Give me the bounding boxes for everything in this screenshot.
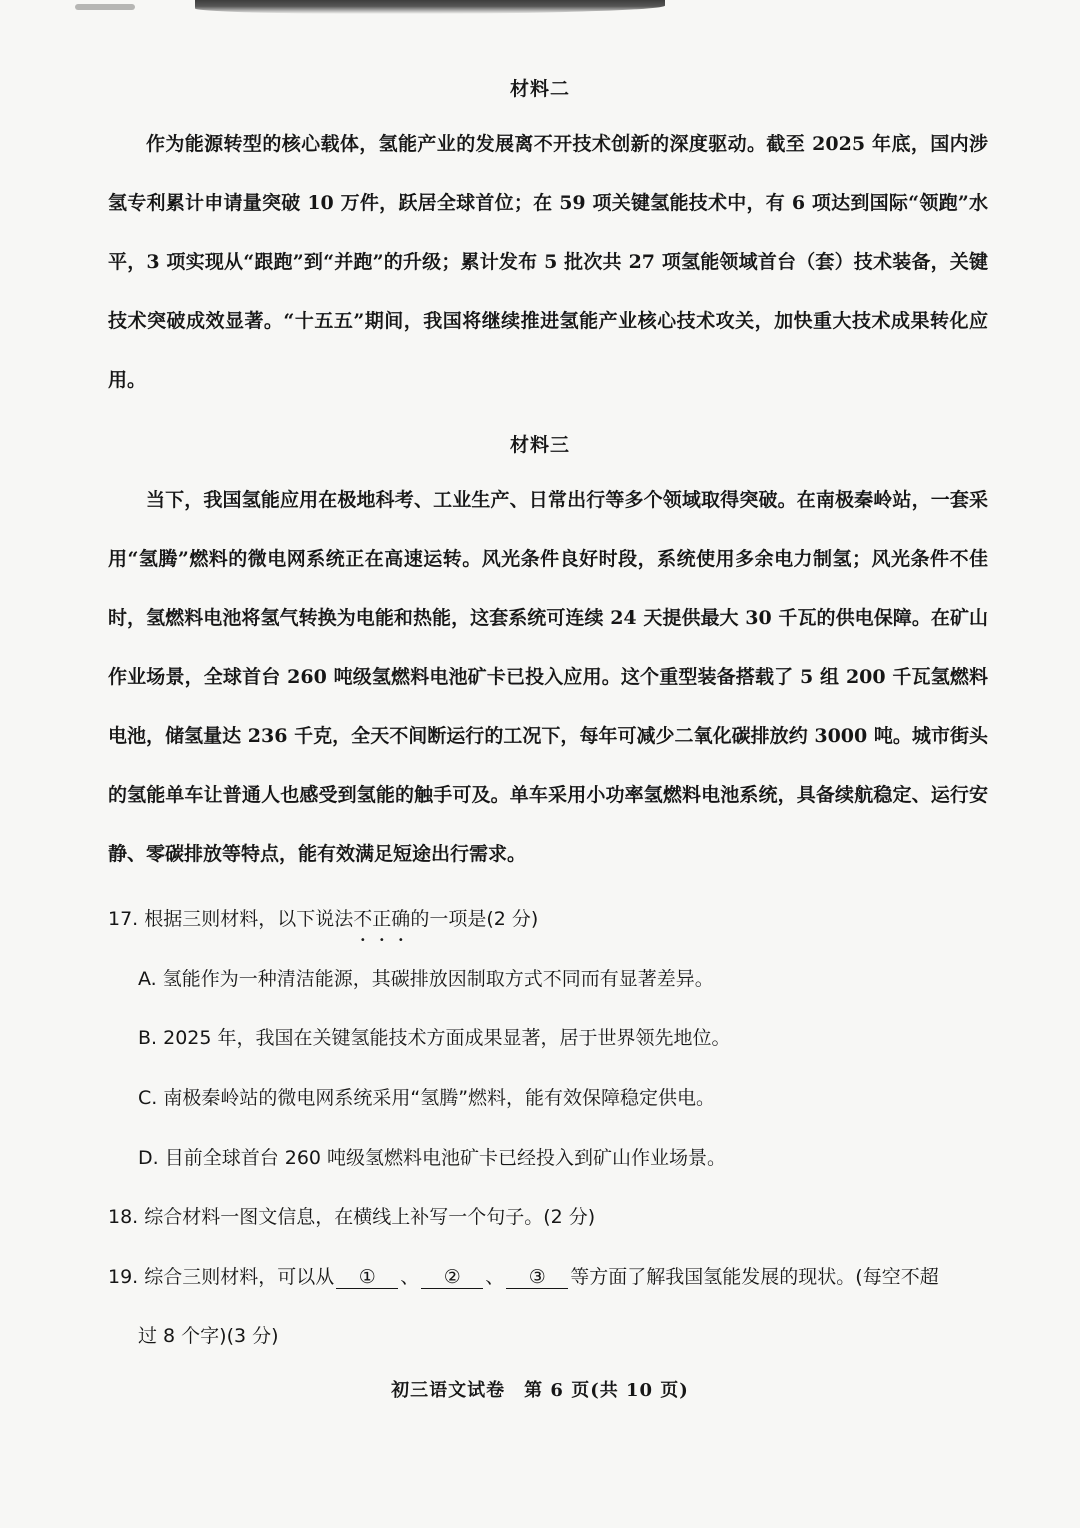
emphasis-char: 不 [353, 908, 373, 930]
option-c: C. 南极秦岭站的微电网系统采用“氢腾”燃料，能有效保障稳定供电。 [138, 1087, 716, 1109]
question-19-line2: 过 8 个字)(3 分) [138, 1325, 279, 1347]
separator: 、 [400, 1266, 420, 1288]
emphasis-char: 确 [391, 908, 411, 930]
option-d: D. 目前全球首台 260 吨级氢燃料电池矿卡已经投入到矿山作业场景。 [138, 1147, 727, 1169]
material3-paragraph: 当下，我国氢能应用在极地科考、工业生产、日常出行等多个领域取得突破。在南极秦岭站，一套采用“氢腾”燃料的微电网系统正在高速运转。风光条件良好时段，系统使用多余电力制氢；风光条件不佳时，氢燃料电池将氢气转换为电能和热能，这套系统可连续 24 天提供最大 30 千瓦的供电保障。在矿山作业场景，全球首台 260 吨级氢燃料电池矿卡已投入应用。这个重型装备搭载了 5 组 200 千瓦氢燃料电池，储氢量达 236 千克，全天不间断运行的工况下，每年可减少二氧化碳排放约 3000 吨。城市街头的氢能单车让普通人也感受到氢能的触手可及。单车采用小功率氢燃料电池系统，具备续航稳定、运行安静、零碳排放等特点，能有效满足短途出行需求。 [108, 489, 988, 865]
question-19-prefix: 19. 综合三则材料，可以从 [108, 1266, 335, 1288]
answer-blank-3[interactable]: ③ [506, 1266, 568, 1289]
question-18: 18. 综合材料一图文信息，在横线上补写一个句子。(2 分) [108, 1206, 596, 1228]
option-a: A. 氢能作为一种清洁能源，其碳排放因制取方式不同而有显著差异。 [138, 968, 714, 990]
emphasis-char: 正 [372, 908, 392, 930]
material2-title: 材料二 [509, 78, 570, 100]
question-19 [108, 1264, 993, 1290]
scan-edge-mark-left [75, 4, 135, 10]
material2-paragraph: 作为能源转型的核心载体，氢能产业的发展离不开技术创新的深度驱动。截至 2025 年底，国内涉氢专利累计申请量突破 10 万件，跃居全球首位；在 59 项关键氢能技术中，有 6 项达到国际“领跑”水平，3 项实现从“跟跑”到“并跑”的升级；累计发布 5 批次共 27 项氢能领域首台（套）技术装备，关键技术突破成效显著。“十五五”期间，我国将继续推进氢能产业核心技术攻关，加快重大技术成果转化应用。 [108, 133, 988, 391]
question-17-prefix: 17. 根据三则材料，以下说法 [108, 908, 354, 930]
question-17 [108, 906, 993, 932]
separator: 、 [485, 1266, 505, 1288]
question-19-suffix: 等方面了解我国氢能发展的现状。(每空不超 [570, 1266, 939, 1288]
question-17-suffix: 的一项是(2 分) [410, 908, 539, 930]
option-b: B. 2025 年，我国在关键氢能技术方面成果显著，居于世界领先地位。 [138, 1027, 731, 1049]
answer-blank-1[interactable]: ① [336, 1266, 398, 1289]
answer-blank-2[interactable]: ② [421, 1266, 483, 1289]
page-footer: 初三语文试卷 第 6 页(共 10 页) [391, 1380, 689, 1401]
scan-edge-mark [195, 0, 665, 14]
material3-title: 材料三 [509, 434, 570, 456]
